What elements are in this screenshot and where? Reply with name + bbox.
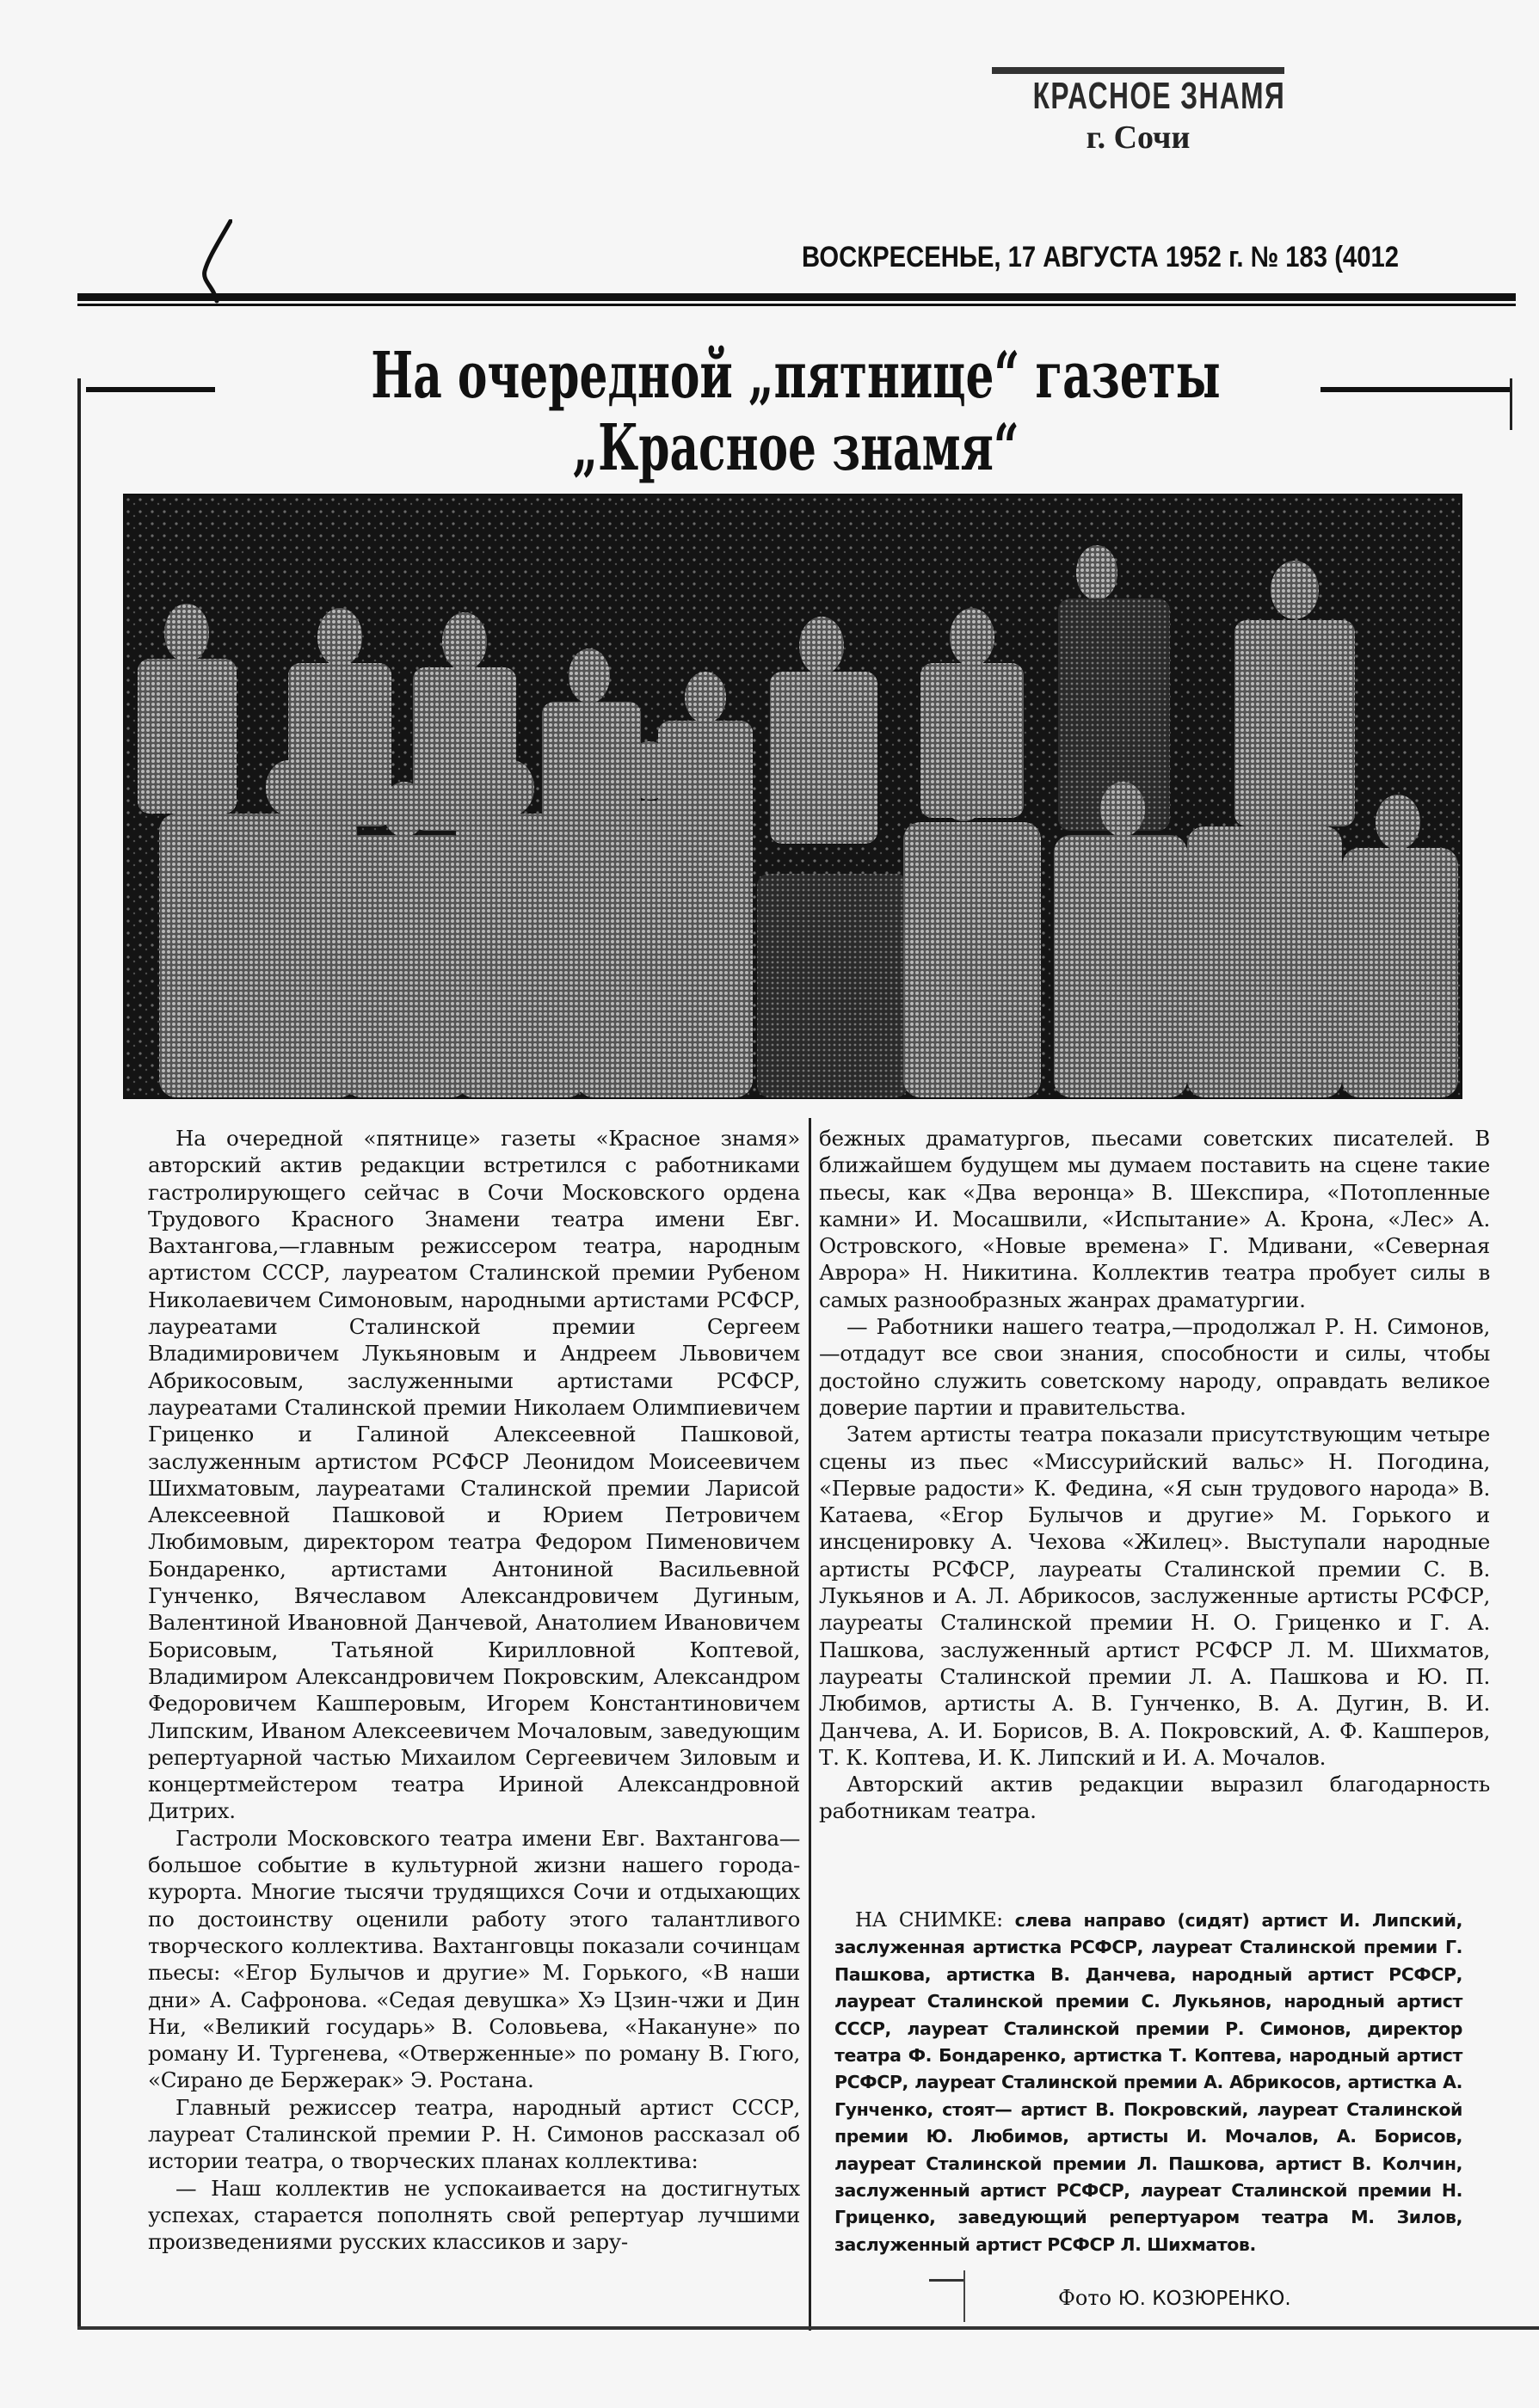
article-paragraph: На очередной «пятнице» газеты «Красное знамя» авторский актив редакции встретился с работниками гастролирующего сейчас в Сочи Московского ордена Трудового Красного Знамени театра имени Евг. Вахтангова,—главным режиссером театра, народным артистом СССР, лауреатом Сталинской премии Рубеном Николаевичем Симоновым, народными артистами РСФСР, лауреатами Сталинской премии Сергеем Владимировичем Лукьяновым и Андреем Львовичем Абрикосовым, заслуженными артистами РСФСР, лауреатами Сталинской премии Николаем Олимпиевичем Гриценко и Галиной Алексеевной Пашковой, заслуженным артистом РСФСР Леонидом Моисеевичем Шихматовым, лауреатами Сталинской премии Ларисой Алексеевной Пашковой и Юрием Петровичем Любимовым, директором театра Федором Пименовичем Бондаренко, артистами Антониной Васильевной Гунченко, Вячеславом Александровичем Дугиным, Валентиной Ивановной Данчевой, Анатолием Ивановичем Борисовым, Татьяной Кирилловной Коптевой, Владимиром Александровичем Покровским, Александром Федоровичем Кашперовым, Игорем Константиновичем Липским, Иваном Алексеевичем Мочаловым, заведующим репертуарной частью Михаилом Сергеевичем Зиловым и концертмейстером театра Ириной Александровной Дитрих. (148, 1126, 800, 1824)
credit-label: Фото (1058, 2286, 1112, 2310)
group-photo (123, 494, 1462, 1099)
photo-figures-icon (125, 495, 1461, 1097)
masthead-stamp (992, 67, 1284, 157)
margin-mark (929, 2279, 965, 2282)
newspaper-name: КРАСНОЕ ЗНАМЯ (1032, 75, 1286, 117)
issue-dateline: ВОСКРЕСЕНЬЕ, 17 АВГУСТА 1952 г. № 183 (4012 (802, 241, 1399, 273)
column-separator (809, 1118, 811, 2331)
article-frame-left (77, 378, 81, 2326)
header-rule (77, 293, 1516, 301)
article-frame-bottom (77, 2326, 1539, 2330)
article-paragraph: Авторский актив редакции выразил благодарность работникам театра. (819, 1772, 1490, 1824)
photographer-name: Ю. КОЗЮРЕНКО. (1117, 2288, 1291, 2310)
margin-mark-vertical (963, 2270, 965, 2322)
article-frame-right (1510, 378, 1512, 430)
article-paragraph: Гастроли Московского театра имени Евг. Вахтангова—большое событие в культурной жизни нашего города-курорта. Многие тысячи трудящихся Сочи и отдыхающих по достоинству оценили работу этого талантливого творческого коллектива. Вахтанговцы показали сочинцам пьесы: «Егор Булычов и другие» М. Горького, «В наши дни» А. Сафронова. «Седая девушка» Хэ Цзин-чжи и Дин Ни, «Великий государь» В. Соловьева, «Накануне» по роману И. Тургенева, «Отверженные» по роману В. Гюго, «Сирано де Бержерак» Э. Ростана. (148, 1825, 800, 2093)
article-paragraph: бежных драматургов, пьесами советских писателей. В ближайшем будущем мы думаем поставить на сцене такие пьесы, как «Два веронца» В. Шекспира, «Потопленные камни» И. Мосашвили, «Испытание» А. Крона, «Лес» А. Островского, «Новые времена» Г. Мдивани, «Северная Аврора» Н. Никитина. Коллектив театра пробует силы в самых разнообразных жанрах драматургии. (819, 1126, 1490, 1312)
headline-line-2: „Красное знамя“ (572, 411, 1019, 485)
article-paragraph: — Работники нашего театра,—продолжал Р. Н. Симонов,—отдадут все свои знания, способности и силы, чтобы достойно служить советскому народу, оправдать великое доверие партии и правительства. (819, 1314, 1490, 1420)
article-paragraph: Главный режиссер театра, народный артист СССР, лауреат Сталинской премии Р. Н. Симонов рассказал об истории театра, о творческих планах коллектива: (148, 2094, 800, 2174)
photo-credit (1058, 2286, 1291, 2310)
caption-lead: НА СНИМКЕ: (855, 1909, 1003, 1932)
article-headline (82, 340, 1510, 484)
article-column-right (819, 1125, 1490, 1825)
newspaper-city: г. Сочи (1086, 120, 1191, 156)
caption-text: слева направо (сидят) артист И. Липский, заслуженная артистка РСФСР, лауреат Сталинской премии Г. Пашкова, артистка В. Данчева, народный артист РСФСР, лауреат Сталинской премии С. Лукьянов, народный артист СССР, лауреат Сталинской премии Р. Симонов, директор театра Ф. Бондаренко, артистка Т. Коптева, народный артист РСФСР, лауреат Сталинской премии А. Абрикосов, артистка А. Гунченко, стоят— артист В. Покровский, лауреат Сталинской премии Ю. Любимов, артисты И. Мочалов, А. Борисов, лауреат Сталинской премии Л. Пашкова, артист В. Колчин, заслуженный артист РСФСР, лауреат Сталинской премии Н. Гриценко, заведующий репертуаром театра М. Зилов, заслуженный артист РСФСР Л. Шихматов. (834, 1910, 1462, 2255)
article-column-left (148, 1125, 800, 2255)
article-paragraph: — Наш коллектив не успокаивается на достигнутых успехах, старается пополнять свой репертуар лучшими произведениями русских классиков и зару- (148, 2175, 800, 2255)
handwritten-mark-icon (198, 219, 232, 305)
headline-line-1: На очередной „пятнице“ газеты (371, 339, 1221, 413)
stamp-bar (992, 67, 1284, 74)
photo-caption (834, 1907, 1462, 2258)
article-paragraph: Затем артисты театра показали присутствующим четыре сцены из пьес «Миссурийский вальс» Н. Погодина, «Первые радости» К. Федина, «Я сын трудового народа» В. Катаева, «Егор Булычов и другие» М. Горького и инсценировку А. Чехова «Жилец». Выступали народные артисты РСФСР, лауреаты Сталинской премии С. В. Лукьянов и А. Л. Абрикосов, заслуженные артисты РСФСР, лауреаты Сталинской премии Н. О. Гриценко и Г. А. Пашкова, заслуженный артист РСФСР Л. М. Шихматов, лауреаты Сталинской премии Л. А. Пашкова и Ю. П. Любимов, артисты А. В. Гунченко, В. А. Дугин, В. И. Данчева, А. И. Борисов, В. А. Покровский, А. Ф. Кашперов, Т. К. Коптева, И. К. Липский и И. А. Мочалов. (819, 1422, 1490, 1770)
